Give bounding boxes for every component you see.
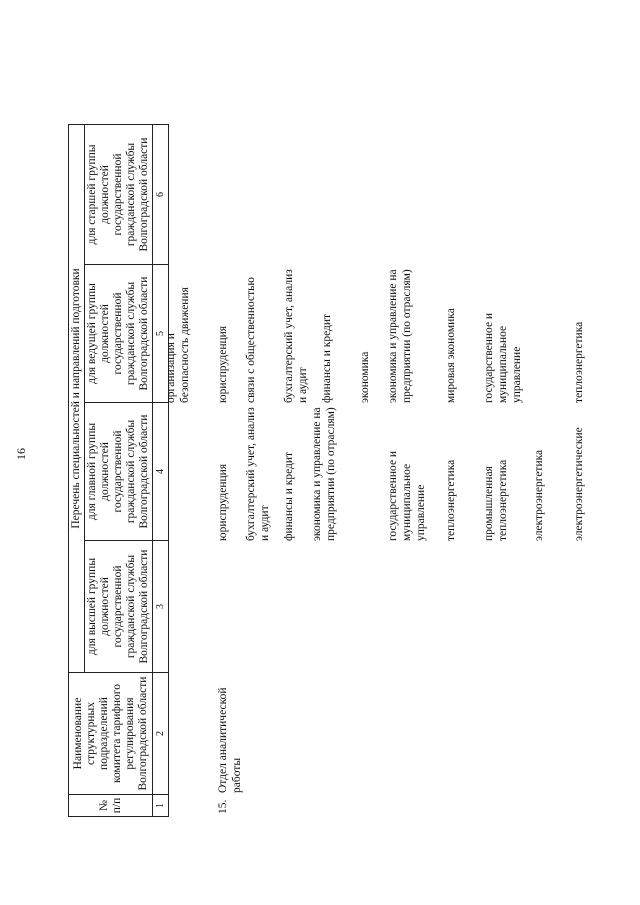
header-group: Перечень специальностей и направлений подготовки [69,125,85,673]
specialty-leading: финансы и кредит [321,313,333,403]
specialty-main: промышленная теплоэнергетика [483,459,509,541]
column-number: 6 [153,125,169,265]
header-highest-group: для высшей группы должностей государственной гражданской службы Волгоградской области [85,541,153,673]
specialty-leading: экономика [359,351,371,403]
column-number: 2 [153,673,169,795]
header-leading-group: для ведущей группы должностей государственной гражданской службы Волгоградской области [85,265,153,403]
section-name: Отдел аналитической работы [217,687,243,793]
column-number: 3 [153,541,169,673]
specialty-leading: юриспруденция [217,325,229,403]
specialty-main: юриспруденция [217,463,229,541]
header-table [68,124,169,817]
specialty-leading: мировая экономика [445,308,457,403]
column-number: 1 [153,795,169,817]
header-senior-group: для старшей группы должностей государственной гражданской службы Волгоградской области [85,125,153,265]
specialty-leading: экономика и управление на предприятии (по отраслям) [387,269,413,403]
specialty-leading: государственное и муниципальное управление [483,312,523,403]
specialty-main: бухгалтерский учет, анализ и аудит [245,407,271,541]
specialty-main: государственное и муниципальное управление [387,450,427,541]
specialty-main: электроэнергетические [573,427,585,541]
page-number: 16 [14,448,28,460]
specialty-leading: бухгалтерский учет, анализ и аудит [283,269,309,403]
specialty-main: экономика и управление на предприятии (по отраслям) [311,407,337,541]
section-number: 15. [217,799,229,814]
specialty-main: финансы и кредит [283,451,295,541]
column-number: 4 [153,403,169,541]
header-main-group: для главной группы должностей государственной гражданской службы Волгоградской области [85,403,153,541]
specialty-main: теплоэнергетика [445,459,457,541]
specialty-leading: связи с общественностью [245,277,257,403]
top-entry-col5: организация и безопасность движения [165,287,191,403]
column-number: 5 [153,265,169,403]
header-number: № п/п [69,795,153,817]
specialty-main: электроэнергетика [533,449,545,541]
header-department: Наименование структурных подразделений комитета тарифного регулирования Волгоградской области [69,673,153,795]
specialty-leading: теплоэнергетика [573,321,585,403]
